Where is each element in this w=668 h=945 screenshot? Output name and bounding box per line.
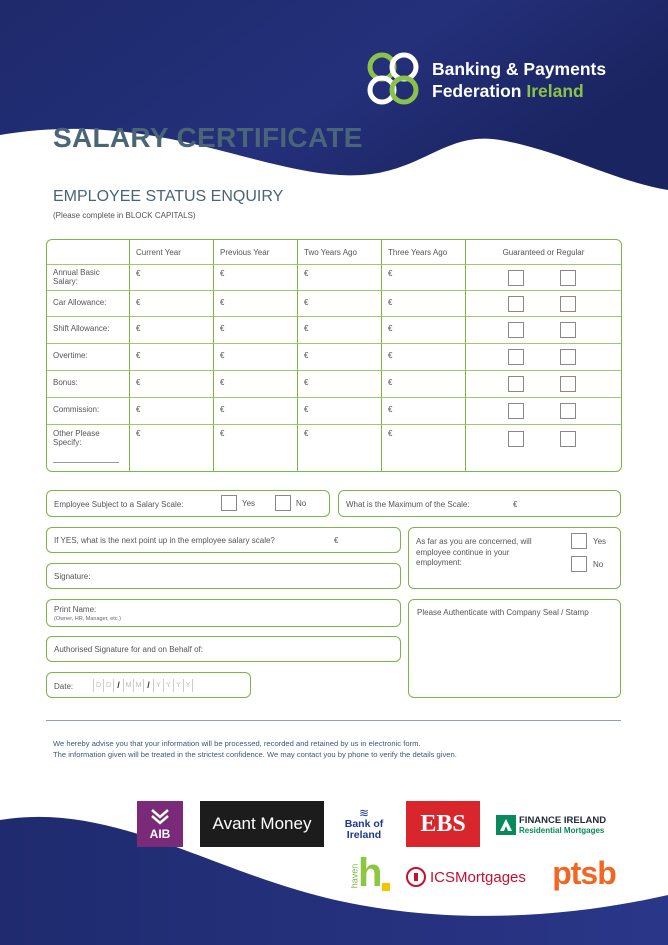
print-name-hint: (Owner, HR, Manager, etc.) xyxy=(54,616,121,622)
guaranteed-checkbox[interactable] xyxy=(508,270,524,286)
avant-money-text: Avant Money xyxy=(212,814,312,833)
max-scale-currency: € xyxy=(513,500,518,509)
guaranteed-checkbox[interactable] xyxy=(508,349,524,365)
current-year-input[interactable]: € xyxy=(130,291,214,317)
ptsb-text: ptsb xyxy=(552,854,616,891)
company-seal-box xyxy=(408,599,621,698)
haven-logo xyxy=(344,853,392,897)
date-box xyxy=(46,672,251,698)
finance-ireland-subtext: Residential Mortgages xyxy=(519,825,605,835)
haven-h-icon: h xyxy=(358,851,383,895)
org-name-line1: Banking & Payments xyxy=(432,59,607,79)
table-row xyxy=(47,291,621,317)
guaranteed-checkbox[interactable] xyxy=(508,431,524,447)
guaranteed-checkbox[interactable] xyxy=(508,296,524,312)
company-seal-label: Please Authenticate with Company Seal / Stamp xyxy=(417,608,589,617)
date-char: M xyxy=(123,679,133,692)
header-three-years-ago: Three Years Ago xyxy=(382,240,466,265)
date-char: Y xyxy=(153,679,163,692)
previous-year-input[interactable]: € xyxy=(214,425,298,471)
privacy-notice-line1: We hereby advise you that your information will be processed, recorded and retained by us in electronic form. xyxy=(53,739,421,748)
ics-text: ICSMortgages xyxy=(430,868,526,886)
max-scale-box[interactable] xyxy=(338,490,621,517)
continue-employment-label: As far as you are concerned, will employee continue in your employment: xyxy=(416,537,532,567)
regular-checkbox[interactable] xyxy=(560,296,576,312)
current-year-input[interactable]: € xyxy=(130,425,214,471)
boi-text-2: Ireland xyxy=(346,829,382,841)
ics-mortgages-logo xyxy=(406,864,536,890)
finance-ireland-text: FINANCE IRELAND xyxy=(519,814,607,826)
org-name-line2: Federation xyxy=(432,81,527,101)
ics-circle-icon xyxy=(406,867,426,887)
guaranteed-cell xyxy=(466,344,621,371)
header-empty xyxy=(47,240,130,265)
continue-employment-box xyxy=(408,527,621,589)
date-separator: / xyxy=(143,679,153,692)
table-row xyxy=(47,398,621,425)
date-char: Y xyxy=(173,679,183,692)
bank-of-ireland-logo xyxy=(338,801,390,847)
section-title: EMPLOYEE STATUS ENQUIRY xyxy=(53,188,284,205)
boi-text-1: Bank of xyxy=(344,818,384,830)
row-label: Car Allowance: xyxy=(47,291,130,317)
avant-money-logo xyxy=(200,801,324,847)
continue-yes-label: Yes xyxy=(593,537,607,546)
boi-stag-icon: ≋ xyxy=(358,806,370,820)
other-specify-label: Other Please Specify: xyxy=(53,429,100,447)
salary-scale-no-checkbox[interactable] xyxy=(275,495,291,511)
date-char: D xyxy=(93,679,103,692)
salary-scale-label: Employee Subject to a Salary Scale: xyxy=(54,500,184,509)
date-label: Date: xyxy=(54,682,74,691)
table-row xyxy=(47,317,621,344)
print-name-label: Print Name: xyxy=(54,605,97,614)
ebs-text: EBS xyxy=(420,810,466,837)
continue-no-label: No xyxy=(593,560,604,569)
two-years-ago-input[interactable]: € xyxy=(298,398,382,425)
regular-checkbox[interactable] xyxy=(560,376,576,392)
row-label: Overtime: xyxy=(47,344,130,371)
header-current-year: Current Year xyxy=(130,240,214,265)
date-char: D xyxy=(103,679,113,692)
next-point-label: If YES, what is the next point up in the employee salary scale? xyxy=(54,536,275,545)
guaranteed-cell xyxy=(466,265,621,291)
salary-scale-box xyxy=(46,490,330,517)
header-two-years-ago: Two Years Ago xyxy=(298,240,382,265)
continue-yes-checkbox[interactable] xyxy=(571,533,587,549)
three-years-ago-input[interactable]: € xyxy=(382,425,466,471)
row-label xyxy=(47,425,130,471)
guaranteed-checkbox[interactable] xyxy=(508,403,524,419)
three-years-ago-input[interactable]: € xyxy=(382,398,466,425)
previous-year-input[interactable]: € xyxy=(214,317,298,344)
table-row xyxy=(47,344,621,371)
regular-checkbox[interactable] xyxy=(560,431,576,447)
date-char: Y xyxy=(183,679,193,692)
previous-year-input[interactable]: € xyxy=(214,344,298,371)
row-label: Bonus: xyxy=(47,371,130,398)
aib-ark-icon xyxy=(149,808,171,826)
aib-text: AIB xyxy=(149,826,171,841)
ptsb-logo xyxy=(544,853,624,893)
three-years-ago-input[interactable]: € xyxy=(382,371,466,398)
haven-dot xyxy=(382,883,390,891)
two-years-ago-input[interactable]: € xyxy=(298,344,382,371)
two-years-ago-input[interactable]: € xyxy=(298,265,382,291)
date-char: M xyxy=(133,679,143,692)
current-year-input[interactable]: € xyxy=(130,398,214,425)
table-row xyxy=(47,371,621,398)
next-point-currency: € xyxy=(334,536,339,545)
aib-logo xyxy=(137,801,183,847)
table-row xyxy=(47,265,621,291)
row-label: Shift Allowance: xyxy=(47,317,130,344)
two-years-ago-input[interactable]: € xyxy=(298,371,382,398)
print-name-box[interactable] xyxy=(46,599,401,627)
divider xyxy=(46,720,621,721)
max-scale-label: What is the Maximum of the Scale: xyxy=(346,500,470,509)
bpfi-logo xyxy=(360,47,630,113)
previous-year-input[interactable]: € xyxy=(214,291,298,317)
three-years-ago-input[interactable]: € xyxy=(382,291,466,317)
table-row xyxy=(47,425,621,471)
current-year-input[interactable]: € xyxy=(130,371,214,398)
salary-scale-yes-label: Yes xyxy=(242,499,256,508)
guaranteed-checkbox[interactable] xyxy=(508,376,524,392)
guaranteed-cell xyxy=(466,425,621,471)
clover-icon xyxy=(360,47,426,113)
regular-checkbox[interactable] xyxy=(560,322,576,338)
section-note: (Please complete in BLOCK CAPITALS) xyxy=(53,211,196,220)
row-label: Annual Basic Salary: xyxy=(47,265,130,291)
current-year-input[interactable]: € xyxy=(130,317,214,344)
haven-text: haven xyxy=(349,863,360,889)
regular-checkbox[interactable] xyxy=(560,349,576,365)
continue-no-checkbox[interactable] xyxy=(571,556,587,572)
org-name-ireland: Ireland xyxy=(526,81,584,101)
row-label: Commission: xyxy=(47,398,130,425)
date-separator: / xyxy=(113,679,123,692)
current-year-input[interactable]: € xyxy=(130,265,214,291)
previous-year-input[interactable]: € xyxy=(214,371,298,398)
salary-scale-no-label: No xyxy=(296,499,307,508)
privacy-notice-line2: The information given will be treated in the strictest confidence. We may contact you by phone to verify the details given. xyxy=(53,750,457,759)
signature-box[interactable] xyxy=(46,563,401,589)
guaranteed-cell xyxy=(466,291,621,317)
current-year-input[interactable]: € xyxy=(130,344,214,371)
table-header-row xyxy=(47,240,621,265)
two-years-ago-input[interactable]: € xyxy=(298,425,382,471)
guaranteed-cell xyxy=(466,398,621,425)
previous-year-input[interactable]: € xyxy=(214,398,298,425)
regular-checkbox[interactable] xyxy=(560,270,576,286)
date-char: Y xyxy=(163,679,173,692)
page-title: SALARY CERTIFICATE xyxy=(53,122,363,153)
authorised-signature-label: Authorised Signature for and on Behalf of: xyxy=(54,645,203,654)
ebs-logo xyxy=(406,801,480,847)
header-previous-year: Previous Year xyxy=(214,240,298,265)
date-input[interactable] xyxy=(93,679,193,692)
three-years-ago-input[interactable]: € xyxy=(382,317,466,344)
authorised-signature-box[interactable] xyxy=(46,636,401,662)
guaranteed-checkbox[interactable] xyxy=(508,322,524,338)
header-guaranteed: Guaranteed or Regular xyxy=(466,240,621,265)
three-years-ago-input[interactable]: € xyxy=(382,265,466,291)
two-years-ago-input[interactable]: € xyxy=(298,291,382,317)
three-years-ago-input[interactable]: € xyxy=(382,344,466,371)
other-specify-line[interactable] xyxy=(53,461,119,463)
two-years-ago-input[interactable]: € xyxy=(298,317,382,344)
finance-ireland-logo xyxy=(496,812,624,838)
salary-scale-yes-checkbox[interactable] xyxy=(221,495,237,511)
salary-table xyxy=(46,239,622,472)
next-point-box[interactable] xyxy=(46,527,401,553)
finance-ireland-icon xyxy=(496,815,516,835)
guaranteed-cell xyxy=(466,371,621,398)
signature-label: Signature: xyxy=(54,572,91,581)
previous-year-input[interactable]: € xyxy=(214,265,298,291)
regular-checkbox[interactable] xyxy=(560,403,576,419)
guaranteed-cell xyxy=(466,317,621,344)
